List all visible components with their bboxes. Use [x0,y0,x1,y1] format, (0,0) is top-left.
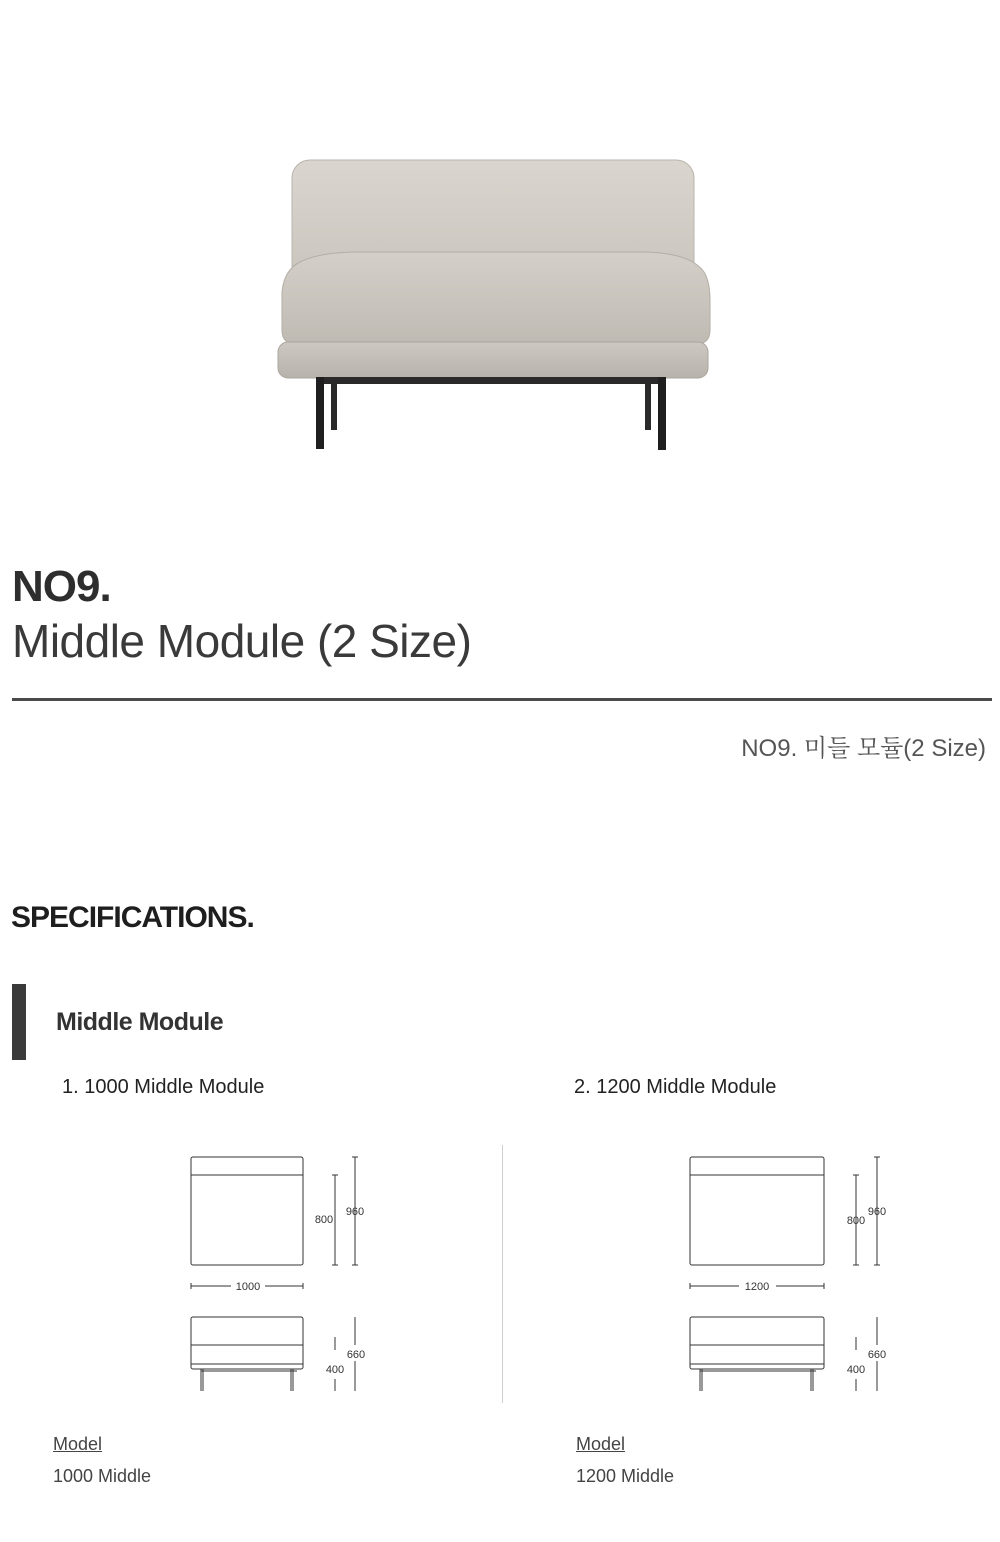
product-title: Middle Module (2 Size) [12,615,472,667]
height-seat-label-1200: 400 [846,1364,866,1376]
section-title: Middle Module [56,1008,224,1036]
column-divider [502,1145,503,1403]
technical-drawing-1200 [560,1145,980,1405]
model-value-1200: 1200 Middle [576,1466,675,1486]
variant-title-1200: 2. 1200 Middle Module [574,1076,777,1098]
sofa-photo [0,0,1000,520]
width-label-1200: 1200 [744,1281,770,1293]
model-value-1000: 1000 Middle [53,1466,152,1486]
section-accent-bar [12,984,26,1060]
height-total-label-1000: 660 [346,1349,366,1361]
brand-name: NO9. [12,562,111,611]
height-total-label-1200: 660 [867,1349,887,1361]
depth-seat-label-1200: 800 [846,1215,866,1227]
variant-title-1000: 1. 1000 Middle Module [62,1076,265,1098]
width-label-1000: 1000 [235,1281,261,1293]
depth-total-label-1000: 960 [345,1206,365,1218]
product-korean-name: NO9. 미들 모듈(2 Size) [741,735,986,762]
depth-total-label-1200: 960 [867,1206,887,1218]
title-divider [12,698,992,701]
technical-drawing-1000 [60,1145,480,1405]
model-label-1200: Model [576,1434,626,1454]
model-label-1000: Model [53,1434,103,1454]
depth-seat-label-1000: 800 [314,1214,334,1226]
height-seat-label-1000: 400 [325,1364,345,1376]
specifications-heading: SPECIFICATIONS. [11,901,254,934]
